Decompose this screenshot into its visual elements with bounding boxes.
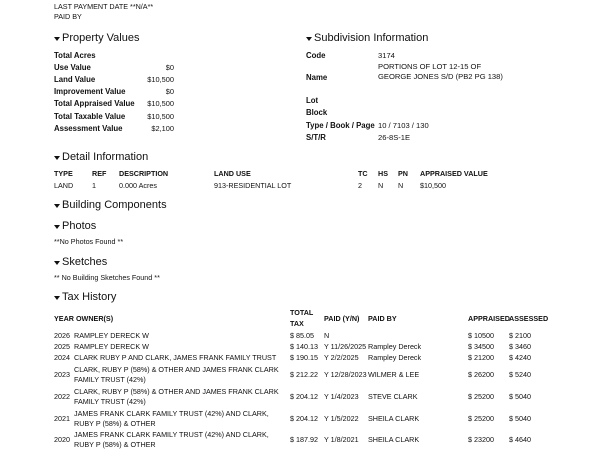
tax-amount: $ 140.13 [290, 342, 318, 351]
detail-info-title: Detail Information [62, 151, 149, 163]
tax-assessed: $ 4640 [509, 435, 531, 444]
collapse-triangle-icon [306, 37, 312, 41]
photos-toggle[interactable] [54, 220, 96, 233]
tax-appraised: $ 21200 [468, 353, 494, 362]
pv-label: Assessment Value [54, 124, 123, 133]
tax-assessed: $ 3460 [509, 342, 531, 351]
tax-year: 2021 [54, 414, 70, 423]
property-values-title: Property Values [62, 32, 140, 44]
tax-owner: CLARK, RUBY P (58%) & OTHER AND JAMES FRANK CLARK FAMILY TRUST (42%) [74, 387, 279, 406]
photos-title: Photos [62, 220, 97, 232]
tax-paid-by: STEVE CLARK [368, 392, 418, 401]
tax-paid-by: SHEILA CLARK [368, 435, 420, 444]
detail-info-toggle[interactable] [54, 151, 148, 164]
tax-year: 2026 [54, 331, 70, 340]
detail-type: LAND [54, 181, 74, 190]
col-pn: PN [398, 169, 408, 178]
col-hs: HS [378, 169, 388, 178]
pv-label: Use Value [54, 63, 91, 72]
col-type: TYPE [54, 169, 73, 178]
building-components-toggle[interactable] [54, 199, 167, 212]
pv-value: $2,100 [151, 124, 174, 133]
tax-owner: RAMPLEY DERECK W [74, 331, 149, 340]
pv-label: Land Value [54, 75, 96, 84]
last-payment-date: LAST PAYMENT DATE **N/A** [54, 2, 154, 11]
tax-assessed: $ 5040 [509, 414, 531, 423]
pv-value: $0 [165, 63, 174, 72]
tax-paid: Y 11/26/2025 [324, 342, 367, 351]
col-paid: PAID (Y/N) [324, 314, 360, 323]
collapse-triangle-icon [54, 204, 60, 208]
tax-owner: CLARK RUBY P AND CLARK, JAMES FRANK FAMILY TRUST [74, 353, 277, 362]
tax-owner: JAMES FRANK CLARK FAMILY TRUST (42%) AND CLARK, RUBY P (58%) & OTHER [74, 430, 269, 449]
detail-hs: N [378, 181, 384, 190]
tax-appraised: $ 26200 [468, 370, 494, 379]
lot-label: Lot [306, 96, 319, 105]
tax-paid: Y 12/28/2023 [324, 370, 367, 379]
col-total-tax-line2: TAX [290, 319, 304, 328]
tax-paid-by: SHEILA CLARK [368, 414, 420, 423]
pv-label: Total Taxable Value [54, 112, 126, 121]
detail-tc: 2 [358, 181, 362, 190]
tax-amount: $ 204.12 [290, 392, 318, 401]
col-assessed: ASSESSED [509, 314, 549, 323]
detail-ref: 1 [92, 181, 96, 190]
tax-year: 2025 [54, 342, 70, 351]
pv-label: Improvement Value [54, 87, 126, 96]
subdivision-info-title: Subdivision Information [314, 32, 429, 44]
tax-appraised: $ 25200 [468, 392, 494, 401]
collapse-triangle-icon [54, 261, 60, 265]
detail-description: 0.000 Acres [119, 181, 157, 190]
detail-pn: N [398, 181, 404, 190]
col-appraised: APPRAISED [468, 314, 510, 323]
col-total-tax-line1: TOTAL [290, 308, 314, 317]
collapse-triangle-icon [54, 225, 60, 229]
tax-assessed: $ 2100 [509, 331, 531, 340]
tax-appraised: $ 10500 [468, 331, 494, 340]
type-book-page-label: Type / Book / Page [306, 121, 375, 130]
no-sketches-message: ** No Building Sketches Found ** [54, 273, 160, 282]
tax-amount: $ 204.12 [290, 414, 318, 423]
tax-appraised: $ 23200 [468, 435, 494, 444]
sketches-toggle[interactable] [54, 256, 107, 269]
tax-paid: Y 2/2/2025 [324, 353, 359, 362]
pv-value: $10,500 [147, 75, 174, 84]
building-components-title: Building Components [62, 199, 167, 211]
col-year-owners: YEAR OWNER(S) [54, 314, 114, 323]
no-photos-message: **No Photos Found ** [54, 237, 124, 246]
tax-history-title: Tax History [62, 291, 117, 303]
tax-paid: N [324, 331, 330, 340]
tax-assessed: $ 4240 [509, 353, 531, 362]
col-land-use: LAND USE [214, 169, 251, 178]
subdivision-info-toggle[interactable] [306, 32, 428, 45]
collapse-triangle-icon [54, 37, 60, 41]
detail-appraised: $10,500 [420, 181, 446, 190]
tax-owner: CLARK, RUBY P (58%) & OTHER AND JAMES FRANK CLARK FAMILY TRUST (42%) [74, 365, 279, 384]
property-values-toggle[interactable] [54, 32, 139, 45]
tax-year: 2020 [54, 435, 70, 444]
collapse-triangle-icon [54, 156, 60, 160]
tax-amount: $ 85.05 [290, 331, 314, 340]
tax-amount: $ 190.15 [290, 353, 318, 362]
tax-paid: Y 1/4/2023 [324, 392, 359, 401]
code-label: Code [306, 51, 326, 60]
tax-paid-by: WILMER & LEE [368, 370, 420, 379]
col-paid-by: PAID BY [368, 314, 397, 323]
tax-paid-by: Rampley Dereck [368, 342, 422, 351]
tax-paid-by: Rampley Dereck [368, 353, 422, 362]
col-appraised-value: APPRAISED VALUE [420, 169, 488, 178]
paid-by-label: PAID BY [54, 12, 82, 21]
tax-owner: JAMES FRANK CLARK FAMILY TRUST (42%) AND CLARK, RUBY P (58%) & OTHER [74, 409, 269, 428]
block-label: Block [306, 108, 328, 117]
tax-appraised: $ 34500 [468, 342, 494, 351]
tax-amount: $ 187.92 [290, 435, 318, 444]
detail-land-use: 913-RESIDENTIAL LOT [214, 181, 292, 190]
str-label: S/T/R [306, 133, 326, 142]
sketches-title: Sketches [62, 256, 108, 268]
tax-appraised: $ 25200 [468, 414, 494, 423]
str-value: 26-8S-1E [378, 133, 411, 142]
tax-year: 2023 [54, 370, 70, 379]
tax-paid: Y 1/8/2021 [324, 435, 359, 444]
tax-history-toggle[interactable] [54, 291, 116, 304]
tax-assessed: $ 5040 [509, 392, 531, 401]
tax-paid: Y 1/5/2022 [324, 414, 359, 423]
tax-year: 2024 [54, 353, 70, 362]
name-label: Name [306, 73, 328, 82]
tax-year: 2022 [54, 392, 70, 401]
pv-value: $10,500 [147, 99, 174, 108]
tax-owner: RAMPLEY DERECK W [74, 342, 149, 351]
type-book-page-value: 10 / 7103 / 130 [378, 121, 429, 130]
col-description: DESCRIPTION [119, 169, 169, 178]
pv-label: Total Appraised Value [54, 99, 135, 108]
code-value: 3174 [378, 51, 395, 60]
tax-amount: $ 212.22 [290, 370, 318, 379]
pv-value: $0 [165, 87, 174, 96]
pv-label: Total Acres [54, 51, 96, 60]
collapse-triangle-icon [54, 296, 60, 300]
pv-value: $10,500 [147, 112, 174, 121]
tax-assessed: $ 5240 [509, 370, 531, 379]
col-ref: REF [92, 169, 107, 178]
col-tc: TC [358, 169, 368, 178]
name-value: PORTIONS OF LOT 12-15 OF GEORGE JONES S/D (PB2 PG 138) [378, 62, 503, 81]
